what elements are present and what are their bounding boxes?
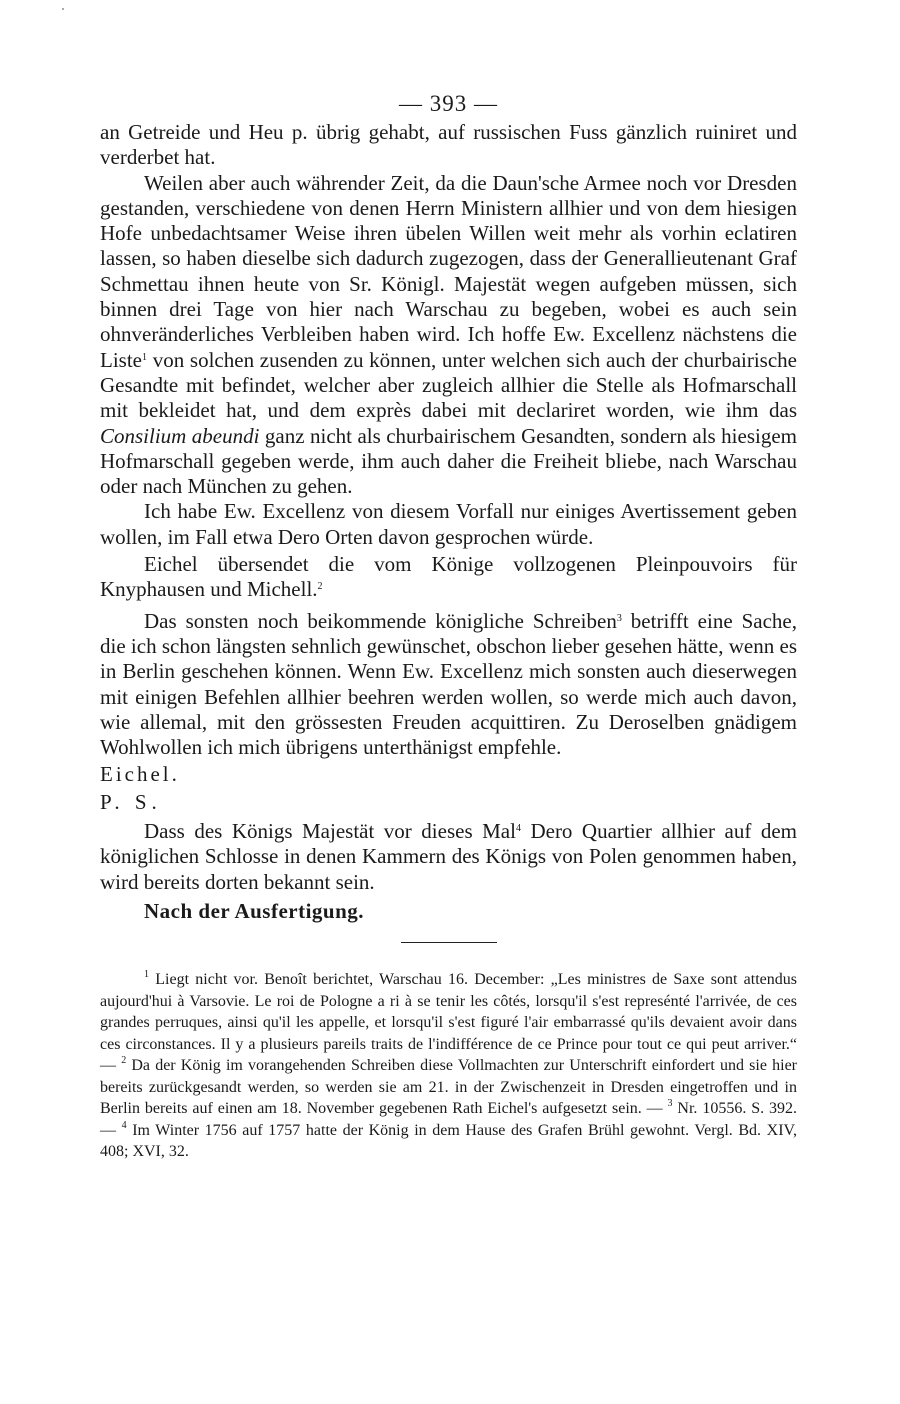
paragraph-2-text-b: von solchen zusenden zu können, unter welchen sich auch der churbairische Gesandte mit befindet, welcher aber zugleich allhier die Stelle als Hofmarschall mit bekleidet hat, und dem exprès dabei mit declariret worden, wie ihm das xyxy=(100,347,797,423)
paragraph-2 xyxy=(100,171,797,500)
footnote-block xyxy=(100,969,797,1163)
footnote-ref-1: 1 xyxy=(142,351,147,363)
footnote-marker-1: 1 xyxy=(144,969,149,981)
postscript-text-b: Dero Quartier allhier auf dem königlichen Schlosse in denen Kammern des Königs von Polen genommen haben, wird bereits dorten bekannt sein. xyxy=(100,819,797,894)
footnote-1-text: Liegt nicht vor. Benoît berichtet, Warschau 16. December: „Les ministres de Saxe sont attendus aujourd'hui à Varsovie. Le roi de Pologne a ri à se tenir les côtés, lorsqu'il s'est represénté l'arrivée, de ces grandes perruques, ainsi qu'il les appelle, et lorsqu'il s'est figuré l'air embarrassé qu'ils devaient avoir dans ces circonstances. Il y a plusieurs pareils traits de l'indifférence de ce Prince pour tout ce qui peut arriver.“ — xyxy=(100,971,797,1075)
document-page xyxy=(100,88,797,1163)
postscript-text-a: Dass des Königs Majestät vor dieses Mal xyxy=(144,819,516,844)
footnote-marker-4: 4 xyxy=(121,1119,127,1131)
paragraph-4-text-b: betrifft eine Sache, die ich schon längsten sehnlich gewünschet, obschon lieber gesehen hätte, wenn es in Berlin geschehen können. Wenn Ew. Excellenz mich sonsten auch dieserwegen mit einigen Befehlen allhier beehren werden wollen, so werde mich auch davon, wie allemal, mit den grössesten Freuden acquittiren. Zu Deroselben gnädigem Wohlwollen ich mich übrigens unterthänigst empfehle. xyxy=(100,608,798,760)
footnote-4-text: Im Winter 1756 auf 1757 hatte der König in dem Hause des Grafen Brühl gewohnt. Vergl. Bd. XIV, 408; XVI, 32. xyxy=(100,1121,798,1161)
paragraph-3: Ich habe Ew. Excellenz von diesem Vorfall nur einiges Avertissement geben wollen, im Fall etwa Dero Orten davon gesprochen würde. xyxy=(100,499,797,549)
footnote-marker-3: 3 xyxy=(667,1098,673,1110)
paragraph-4 xyxy=(100,609,797,761)
editor-note xyxy=(100,552,797,603)
footnote-ref-3: 3 xyxy=(616,612,622,624)
editor-note-text: Eichel übersendet die vom Könige vollzogenen Pleinpouvoirs für Knyphausen und Michell. xyxy=(100,552,797,602)
italic-phrase: Consilium abeundi xyxy=(100,423,260,448)
footnote-divider xyxy=(401,942,497,943)
postscript-heading: P. S. xyxy=(100,789,162,814)
paragraph-1: an Getreide und Heu p. übrig gehabt, auf russischen Fuss gänzlich ruiniret und verderbet hat. xyxy=(100,120,797,170)
footnote-marker-2: 2 xyxy=(121,1055,127,1067)
letter-body xyxy=(100,120,797,924)
paragraph-2-text-c: ganz nicht als churbairischem Gesandten, sondern als hiesigem Hofmarschall gegeben werde, ihm auch daher die Freiheit bliebe, nach Warschau oder nach München zu gehen. xyxy=(100,423,798,499)
footnote-ref-4: 4 xyxy=(515,823,521,835)
paragraph-4-text-a: Das sonsten noch beikommende königliche Schreiben xyxy=(144,608,617,633)
footnotes xyxy=(100,969,797,1163)
source-note: Nach der Ausfertigung. xyxy=(144,898,365,923)
page-number: — 393 — xyxy=(399,91,498,116)
footnote-ref-2: 2 xyxy=(317,581,323,593)
footnote-2-text: Da der König im vorangehenden Schreiben diese Vollmachten zur Unterschrift einfordert und sie hier bereits zurückgesandt werden, so werden sie am 21. in der Zwischenzeit in Dresden eingetroffen und in Berlin bereits auf einen am 18. November gegebenen Rath Eichel's aufgesetzt sein. — xyxy=(100,1057,798,1118)
footnote-3-text: Nr. 10556. S. 392. — xyxy=(100,1100,797,1139)
signature: Eichel. xyxy=(100,762,180,787)
paragraph-2-text-a: Weilen aber auch währender Zeit, da die Daun'sche Armee noch vor Dresden gestanden, verschiedene von denen Herrn Ministern allhier und von dem hiesigen Hofe unbedachtsamer Weise ihren übelen Willen weit mehr als vorhin eclatiren lassen, so haben dieselbe sich dadurch zugezogen, dass der Generallieutenant Graf Schmettau ihnen heute von Sr. Königl. Majestät wegen aufgeben müssen, sich binnen drei Tage von hier nach Warschau zu begeben, wobei es auch sein ohnveränderliches Verbleiben haben wird. Ich hoffe Ew. Excellenz nächstens die Liste xyxy=(100,170,797,372)
scan-speck xyxy=(62,8,64,10)
postscript-paragraph xyxy=(100,819,797,895)
